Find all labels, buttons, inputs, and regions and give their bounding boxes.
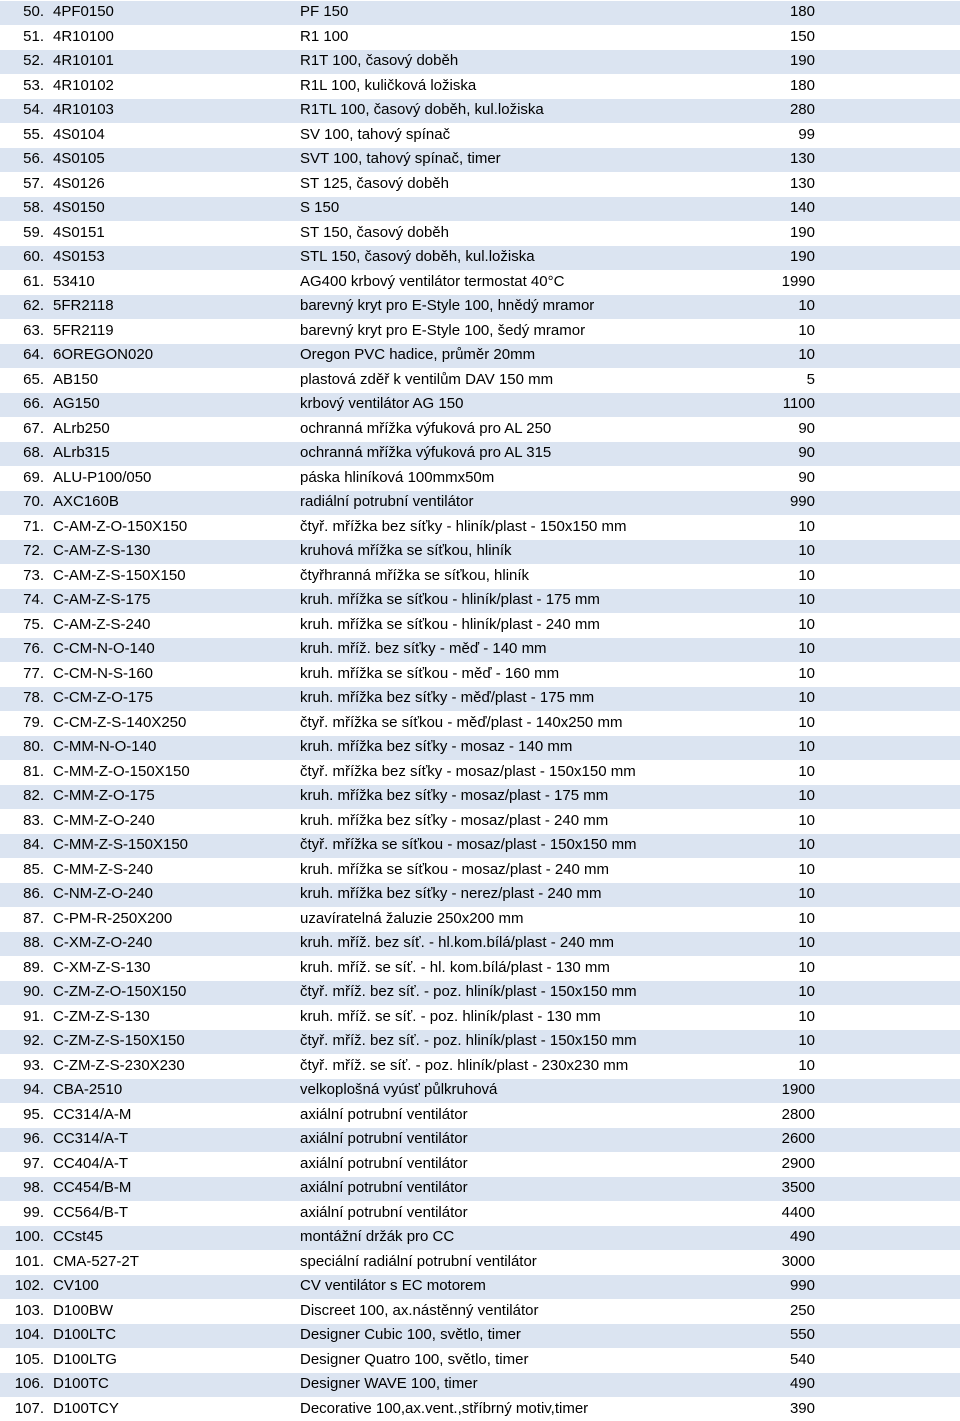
product-description: axiální potrubní ventilátor (300, 1180, 468, 1196)
table-row (0, 319, 960, 344)
product-price: 10 (798, 862, 815, 878)
product-code: 5FR2119 (53, 323, 114, 339)
product-price: 190 (790, 249, 815, 265)
product-description: kruh. mřížka se síťkou - hliník/plast - 240 mm (300, 617, 600, 633)
row-number: 99. (8, 1205, 44, 1221)
product-code: C-CM-Z-O-175 (53, 690, 153, 706)
product-code: ALrb250 (53, 421, 110, 437)
row-number: 55. (8, 127, 44, 143)
table-row (0, 1299, 960, 1324)
table-row (0, 956, 960, 981)
product-price: 10 (798, 1009, 815, 1025)
product-price: 490 (790, 1229, 815, 1245)
table-row (0, 466, 960, 491)
product-description: čtyř. mříž. bez síť. - poz. hliník/plast - 150x150 mm (300, 984, 637, 1000)
table-row (0, 711, 960, 736)
product-code: C-CM-Z-S-140X250 (53, 715, 186, 731)
row-number: 75. (8, 617, 44, 633)
product-description: páska hliníková 100mmx50m (300, 470, 494, 486)
product-code: ALrb315 (53, 445, 110, 461)
table-row (0, 172, 960, 197)
product-code: C-MM-Z-O-150X150 (53, 764, 190, 780)
product-price: 1900 (782, 1082, 815, 1098)
product-description: Designer Quatro 100, světlo, timer (300, 1352, 528, 1368)
product-price: 490 (790, 1376, 815, 1392)
table-row (0, 25, 960, 50)
row-number: 60. (8, 249, 44, 265)
product-code: CC314/A-M (53, 1107, 131, 1123)
product-price: 10 (798, 960, 815, 976)
row-number: 74. (8, 592, 44, 608)
row-number: 103. (8, 1303, 44, 1319)
row-number: 70. (8, 494, 44, 510)
row-number: 86. (8, 886, 44, 902)
product-description: kruh. mřížka bez síťky - mosaz/plast - 175 mm (300, 788, 608, 804)
product-description: čtyř. mřížka se síťkou - mosaz/plast - 150x150 mm (300, 837, 637, 853)
product-description: S 150 (300, 200, 339, 216)
row-number: 57. (8, 176, 44, 192)
product-code: AG150 (53, 396, 100, 412)
product-price: 10 (798, 592, 815, 608)
table-row (0, 784, 960, 809)
row-number: 61. (8, 274, 44, 290)
row-number: 88. (8, 935, 44, 951)
product-price: 2800 (782, 1107, 815, 1123)
row-number: 95. (8, 1107, 44, 1123)
table-row (0, 147, 960, 172)
row-number: 94. (8, 1082, 44, 1098)
product-price: 140 (790, 200, 815, 216)
table-row (0, 858, 960, 883)
table-row (0, 270, 960, 295)
table-row (0, 1225, 960, 1250)
product-code: D100TC (53, 1376, 109, 1392)
row-number: 104. (8, 1327, 44, 1343)
product-code: 4S0150 (53, 200, 105, 216)
row-number: 65. (8, 372, 44, 388)
product-price: 130 (790, 151, 815, 167)
table-row (0, 1274, 960, 1299)
product-price: 190 (790, 225, 815, 241)
product-price: 90 (798, 470, 815, 486)
product-price: 180 (790, 4, 815, 20)
table-row (0, 392, 960, 417)
table-row (0, 1005, 960, 1030)
product-price: 99 (798, 127, 815, 143)
row-number: 51. (8, 29, 44, 45)
row-number: 107. (8, 1401, 44, 1417)
product-description: axiální potrubní ventilátor (300, 1131, 468, 1147)
product-code: D100LTG (53, 1352, 117, 1368)
table-row (0, 564, 960, 589)
product-description: Discreet 100, ax.nástěnný ventilátor (300, 1303, 538, 1319)
table-row (0, 662, 960, 687)
product-description: R1TL 100, časový doběh, kul.ložiska (300, 102, 544, 118)
product-code: C-AM-Z-O-150X150 (53, 519, 187, 535)
product-code: C-AM-Z-S-240 (53, 617, 151, 633)
product-code: 4S0104 (53, 127, 105, 143)
table-row (0, 98, 960, 123)
row-number: 82. (8, 788, 44, 804)
product-price: 10 (798, 886, 815, 902)
row-number: 101. (8, 1254, 44, 1270)
table-row (0, 1348, 960, 1373)
product-price: 90 (798, 445, 815, 461)
product-description: AG400 krbový ventilátor termostat 40°C (300, 274, 564, 290)
table-row (0, 490, 960, 515)
product-description: plastová zděř k ventilům DAV 150 mm (300, 372, 553, 388)
product-code: AB150 (53, 372, 98, 388)
product-description: Designer Cubic 100, světlo, timer (300, 1327, 521, 1343)
table-row (0, 1127, 960, 1152)
row-number: 72. (8, 543, 44, 559)
table-row (0, 1029, 960, 1054)
product-code: CC404/A-T (53, 1156, 128, 1172)
product-description: SVT 100, tahový spínač, timer (300, 151, 501, 167)
product-price: 150 (790, 29, 815, 45)
table-row (0, 49, 960, 74)
table-row (0, 74, 960, 99)
product-code: 4S0105 (53, 151, 105, 167)
row-number: 58. (8, 200, 44, 216)
product-price: 990 (790, 1278, 815, 1294)
table-row (0, 123, 960, 148)
product-price: 10 (798, 837, 815, 853)
product-code: 4R10100 (53, 29, 114, 45)
table-row (0, 1397, 960, 1421)
product-price: 10 (798, 666, 815, 682)
product-price: 540 (790, 1352, 815, 1368)
product-code: C-ZM-Z-S-130 (53, 1009, 150, 1025)
product-code: CC454/B-M (53, 1180, 131, 1196)
product-price: 10 (798, 911, 815, 927)
product-description: ochranná mřížka výfuková pro AL 250 (300, 421, 551, 437)
product-code: CC564/B-T (53, 1205, 128, 1221)
product-code: 5FR2118 (53, 298, 114, 314)
row-number: 52. (8, 53, 44, 69)
product-description: Decorative 100,ax.vent.,stříbrný motiv,timer (300, 1401, 588, 1417)
row-number: 50. (8, 4, 44, 20)
product-code: C-MM-Z-S-240 (53, 862, 153, 878)
table-row (0, 368, 960, 393)
product-description: kruh. mříž. se síť. - hl. kom.bílá/plast - 130 mm (300, 960, 610, 976)
product-price: 10 (798, 813, 815, 829)
product-code: C-ZM-Z-S-230X230 (53, 1058, 185, 1074)
row-number: 62. (8, 298, 44, 314)
row-number: 91. (8, 1009, 44, 1025)
table-row (0, 221, 960, 246)
table-row (0, 1054, 960, 1079)
table-row (0, 1103, 960, 1128)
table-row (0, 343, 960, 368)
product-description: CV ventilátor s EC motorem (300, 1278, 486, 1294)
product-price: 10 (798, 1058, 815, 1074)
product-description: barevný kryt pro E-Style 100, hnědý mramor (300, 298, 594, 314)
product-price: 10 (798, 641, 815, 657)
product-price: 10 (798, 347, 815, 363)
row-number: 83. (8, 813, 44, 829)
product-code: 4PF0150 (53, 4, 114, 20)
product-description: kruh. mřížka bez síťky - nerez/plast - 240 mm (300, 886, 602, 902)
product-price: 10 (798, 984, 815, 1000)
product-description: čtyř. mřížka bez síťky - mosaz/plast - 150x150 mm (300, 764, 636, 780)
product-price: 990 (790, 494, 815, 510)
product-code: C-MM-N-O-140 (53, 739, 156, 755)
row-number: 80. (8, 739, 44, 755)
table-row (0, 588, 960, 613)
product-description: krbový ventilátor AG 150 (300, 396, 463, 412)
row-number: 100. (8, 1229, 44, 1245)
product-description: kruh. mřížka bez síťky - mosaz - 140 mm (300, 739, 572, 755)
product-price: 10 (798, 298, 815, 314)
product-price: 10 (798, 715, 815, 731)
product-description: axiální potrubní ventilátor (300, 1205, 468, 1221)
row-number: 106. (8, 1376, 44, 1392)
table-row (0, 441, 960, 466)
product-description: R1 100 (300, 29, 348, 45)
product-price: 180 (790, 78, 815, 94)
row-number: 92. (8, 1033, 44, 1049)
product-description: kruh. mřížka se síťkou - měď - 160 mm (300, 666, 559, 682)
table-row (0, 1250, 960, 1275)
product-description: čtyř. mříž. bez síť. - poz. hliník/plast - 150x150 mm (300, 1033, 637, 1049)
table-row (0, 907, 960, 932)
table-row (0, 294, 960, 319)
row-number: 68. (8, 445, 44, 461)
product-description: montážní držák pro CC (300, 1229, 454, 1245)
product-description: kruhová mřížka se síťkou, hliník (300, 543, 512, 559)
table-row (0, 613, 960, 638)
table-row (0, 809, 960, 834)
product-price: 10 (798, 1033, 815, 1049)
row-number: 63. (8, 323, 44, 339)
product-description: čtyř. mřížka bez síťky - hliník/plast - 150x150 mm (300, 519, 627, 535)
product-description: ochranná mřížka výfuková pro AL 315 (300, 445, 551, 461)
row-number: 84. (8, 837, 44, 853)
product-description: STL 150, časový doběh, kul.ložiska (300, 249, 535, 265)
row-number: 73. (8, 568, 44, 584)
product-price: 10 (798, 323, 815, 339)
table-row (0, 882, 960, 907)
product-description: PF 150 (300, 4, 348, 20)
row-number: 98. (8, 1180, 44, 1196)
product-description: Oregon PVC hadice, průměr 20mm (300, 347, 535, 363)
product-price: 5 (807, 372, 815, 388)
row-number: 54. (8, 102, 44, 118)
product-price: 10 (798, 764, 815, 780)
product-code: D100BW (53, 1303, 113, 1319)
table-row (0, 637, 960, 662)
product-code: C-MM-Z-S-150X150 (53, 837, 188, 853)
product-description: axiální potrubní ventilátor (300, 1107, 468, 1123)
product-code: C-XM-Z-S-130 (53, 960, 151, 976)
product-price: 10 (798, 935, 815, 951)
product-code: C-CM-N-S-160 (53, 666, 153, 682)
product-price: 10 (798, 568, 815, 584)
table-row (0, 833, 960, 858)
table-row (0, 417, 960, 442)
row-number: 71. (8, 519, 44, 535)
product-code: C-MM-Z-O-175 (53, 788, 155, 804)
product-description: SV 100, tahový spínač (300, 127, 450, 143)
product-description: čtyřhranná mřížka se síťkou, hliník (300, 568, 529, 584)
product-price: 1100 (783, 396, 815, 412)
product-code: 6OREGON020 (53, 347, 153, 363)
product-price: 90 (798, 421, 815, 437)
product-price: 4400 (782, 1205, 815, 1221)
product-price: 3000 (782, 1254, 815, 1270)
product-code: C-AM-Z-S-175 (53, 592, 151, 608)
row-number: 90. (8, 984, 44, 1000)
product-description: Designer WAVE 100, timer (300, 1376, 478, 1392)
row-number: 97. (8, 1156, 44, 1172)
product-code: 53410 (53, 274, 95, 290)
product-description: axiální potrubní ventilátor (300, 1156, 468, 1172)
row-number: 76. (8, 641, 44, 657)
product-code: D100TCY (53, 1401, 119, 1417)
table-row (0, 1152, 960, 1177)
table-row (0, 1176, 960, 1201)
row-number: 93. (8, 1058, 44, 1074)
product-code: CCst45 (53, 1229, 103, 1245)
product-description: velkoplošná vyúsť půlkruhová (300, 1082, 497, 1098)
product-code: C-XM-Z-O-240 (53, 935, 152, 951)
product-price: 550 (790, 1327, 815, 1343)
row-number: 53. (8, 78, 44, 94)
row-number: 105. (8, 1352, 44, 1368)
table-row (0, 1372, 960, 1397)
table-row (0, 980, 960, 1005)
product-code: D100LTC (53, 1327, 116, 1343)
table-row (0, 735, 960, 760)
row-number: 78. (8, 690, 44, 706)
table-row (0, 515, 960, 540)
product-description: kruh. mříž. se síť. - poz. hliník/plast - 130 mm (300, 1009, 601, 1025)
product-price: 10 (798, 690, 815, 706)
table-row (0, 686, 960, 711)
row-number: 87. (8, 911, 44, 927)
row-number: 89. (8, 960, 44, 976)
row-number: 56. (8, 151, 44, 167)
product-price: 10 (798, 543, 815, 559)
product-price: 2900 (782, 1156, 815, 1172)
product-price: 2600 (782, 1131, 815, 1147)
product-code: ALU-P100/050 (53, 470, 151, 486)
product-code: 4S0151 (53, 225, 105, 241)
table-row (0, 196, 960, 221)
row-number: 66. (8, 396, 44, 412)
product-price: 3500 (782, 1180, 815, 1196)
product-price: 10 (798, 617, 815, 633)
product-price: 190 (790, 53, 815, 69)
row-number: 79. (8, 715, 44, 731)
product-description: kruh. mřížka bez síťky - měď/plast - 175 mm (300, 690, 594, 706)
product-code: 4S0126 (53, 176, 105, 192)
row-number: 81. (8, 764, 44, 780)
product-price: 250 (790, 1303, 815, 1319)
product-description: čtyř. mřížka se síťkou - měď/plast - 140x250 mm (300, 715, 622, 731)
product-price: 10 (798, 788, 815, 804)
table-row (0, 0, 960, 25)
product-code: AXC160B (53, 494, 119, 510)
row-number: 85. (8, 862, 44, 878)
product-description: kruh. mřížka bez síťky - mosaz/plast - 240 mm (300, 813, 608, 829)
product-code: C-AM-Z-S-150X150 (53, 568, 186, 584)
row-number: 69. (8, 470, 44, 486)
row-number: 64. (8, 347, 44, 363)
product-price: 1990 (782, 274, 815, 290)
product-code: 4R10102 (53, 78, 114, 94)
product-price: 10 (798, 739, 815, 755)
product-description: ST 125, časový doběh (300, 176, 449, 192)
product-code: C-NM-Z-O-240 (53, 886, 153, 902)
product-description: čtyř. mříž. se síť. - poz. hliník/plast - 230x230 mm (300, 1058, 628, 1074)
product-code: CC314/A-T (53, 1131, 128, 1147)
product-code: C-ZM-Z-S-150X150 (53, 1033, 185, 1049)
product-code: 4R10101 (53, 53, 114, 69)
product-code: C-MM-Z-O-240 (53, 813, 155, 829)
product-code: CBA-2510 (53, 1082, 122, 1098)
product-description: ST 150, časový doběh (300, 225, 449, 241)
row-number: 96. (8, 1131, 44, 1147)
product-description: R1L 100, kuličková ložiska (300, 78, 476, 94)
product-description: barevný kryt pro E-Style 100, šedý mramor (300, 323, 585, 339)
table-row (0, 245, 960, 270)
product-description: kruh. mřížka se síťkou - mosaz/plast - 240 mm (300, 862, 609, 878)
product-code: 4S0153 (53, 249, 105, 265)
table-row (0, 931, 960, 956)
product-description: speciální radiální potrubní ventilátor (300, 1254, 537, 1270)
product-code: CMA-527-2T (53, 1254, 139, 1270)
table-row (0, 539, 960, 564)
product-price: 280 (790, 102, 815, 118)
product-price: 10 (798, 519, 815, 535)
table-row (0, 1201, 960, 1226)
product-description: kruh. mříž. bez síťky - měď - 140 mm (300, 641, 547, 657)
product-code: C-CM-N-O-140 (53, 641, 155, 657)
product-description: radiální potrubní ventilátor (300, 494, 473, 510)
product-code: C-ZM-Z-O-150X150 (53, 984, 186, 1000)
product-code: CV100 (53, 1278, 99, 1294)
product-price: 130 (790, 176, 815, 192)
product-description: R1T 100, časový doběh (300, 53, 458, 69)
row-number: 59. (8, 225, 44, 241)
product-code: C-PM-R-250X200 (53, 911, 172, 927)
row-number: 102. (8, 1278, 44, 1294)
row-number: 67. (8, 421, 44, 437)
table-row (0, 760, 960, 785)
table-row (0, 1078, 960, 1103)
product-price: 390 (790, 1401, 815, 1417)
product-description: kruh. mříž. bez síť. - hl.kom.bílá/plast - 240 mm (300, 935, 614, 951)
row-number: 77. (8, 666, 44, 682)
product-code: C-AM-Z-S-130 (53, 543, 151, 559)
table-row (0, 1323, 960, 1348)
product-code: 4R10103 (53, 102, 114, 118)
product-description: uzavíratelná žaluzie 250x200 mm (300, 911, 523, 927)
product-description: kruh. mřížka se síťkou - hliník/plast - 175 mm (300, 592, 600, 608)
